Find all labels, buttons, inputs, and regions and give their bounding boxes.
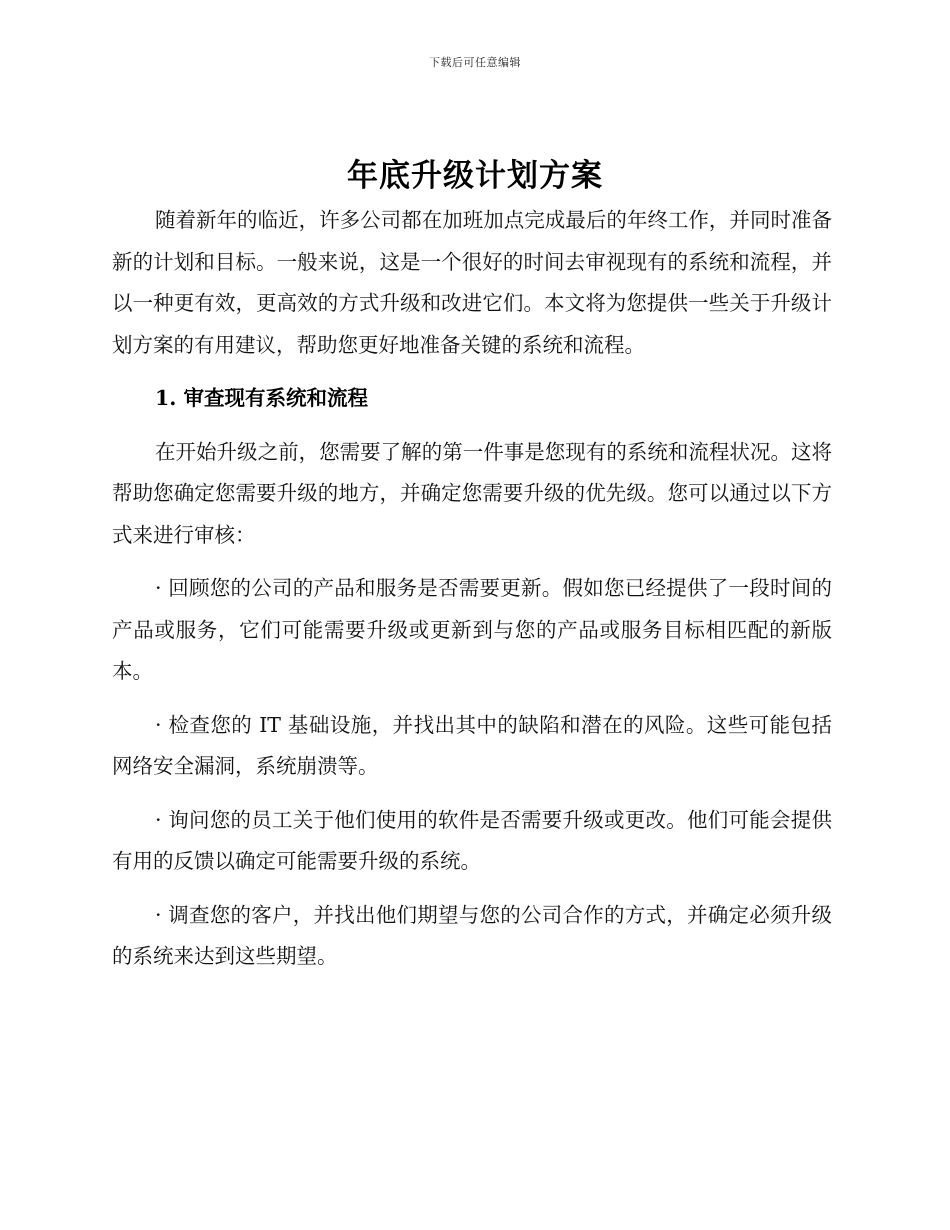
bullet-item: · 询问您的员工关于他们使用的软件是否需要升级或更改。他们可能会提供有用的反馈以确定可能需要升级的系统。 xyxy=(112,807,832,873)
document-title: 年底升级计划方案 xyxy=(347,158,603,194)
document-body xyxy=(112,200,832,990)
section-paragraph: 在开始升级之前，您需要了解的第一件事是您现有的系统和流程状况。这将帮助您确定您需要升级的地方，并确定您需要升级的优先级。您可以通过以下方式来进行审核： xyxy=(112,439,832,547)
header-note: 下载后可任意编辑 xyxy=(429,56,521,69)
bullet-item: · 调查您的客户，并找出他们期望与您的公司合作的方式，并确定必须升级的系统来达到这些期望。 xyxy=(112,902,832,968)
intro-paragraph: 随着新年的临近，许多公司都在加班加点完成最后的年终工作，并同时准备新的计划和目标。一般来说，这是一个很好的时间去审视现有的系统和流程，并以一种更有效，更高效的方式升级和改进它们。本文将为您提供一些关于升级计划方案的有用建议，帮助您更好地准备关键的系统和流程。 xyxy=(112,208,832,357)
bullet-item: · 回顾您的公司的产品和服务是否需要更新。假如您已经提供了一段时间的产品或服务，它们可能需要升级或更新到与您的产品或服务目标相匹配的新版本。 xyxy=(112,576,832,683)
bullet-item: · 检查您的 IT 基础设施，并找出其中的缺陷和潜在的风险。这些可能包括网络安全漏洞，系统崩溃等。 xyxy=(112,712,832,778)
section-heading: 1. 审查现有系统和流程 xyxy=(155,386,369,410)
